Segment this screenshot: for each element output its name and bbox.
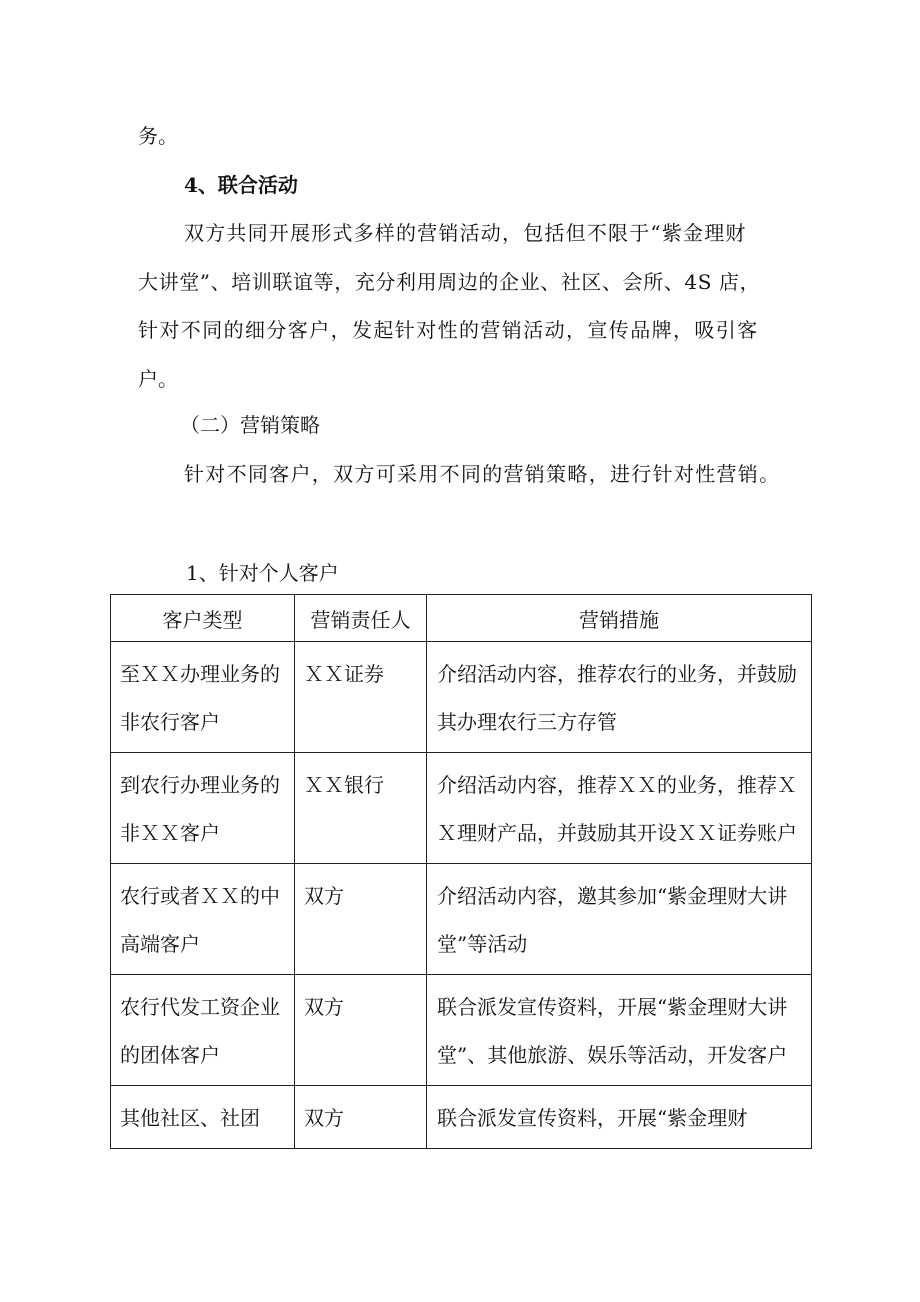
marketing-strategy-table bbox=[110, 594, 812, 1149]
customer-type-cell: 至ＸＸ办理业务的非农行客户 bbox=[120, 662, 280, 734]
table-row bbox=[111, 642, 812, 753]
subsection-heading-personal-customers: 1、针对个人客户 bbox=[186, 561, 339, 585]
customer-type-cell: 农行代发工资企业的团体客户 bbox=[120, 995, 280, 1067]
paragraph-line: 户。 bbox=[138, 367, 178, 391]
paragraph-end: 务。 bbox=[138, 124, 178, 148]
measures-cell: 介绍活动内容，邀其参加“紫金理财大讲堂”等活动 bbox=[437, 884, 788, 956]
header-marketing-owner: 营销责任人 bbox=[295, 595, 427, 642]
header-marketing-measures: 营销措施 bbox=[427, 595, 812, 642]
table-row bbox=[111, 1086, 812, 1149]
section-heading-strategy: （二）营销策略 bbox=[180, 413, 320, 437]
table-row bbox=[111, 864, 812, 975]
table-header-row bbox=[111, 595, 812, 642]
measures-cell: 联合派发宣传资料，开展“紫金理财大讲堂”、其他旅游、娱乐等活动，开发客户 bbox=[437, 995, 788, 1067]
section-heading-joint-activities: 4、联合活动 bbox=[184, 173, 298, 197]
table-row bbox=[111, 753, 812, 864]
measures-cell: 介绍活动内容，推荐农行的业务，并鼓励其办理农行三方存管 bbox=[437, 662, 797, 734]
table-row bbox=[111, 975, 812, 1086]
customer-type-cell: 其他社区、社团 bbox=[120, 1106, 260, 1130]
owner-cell: 双方 bbox=[304, 995, 344, 1019]
owner-cell: 双方 bbox=[304, 884, 344, 908]
paragraph-line: 针对不同客户，双方可采用不同的营销策略，进行针对性营销。 bbox=[184, 462, 781, 486]
paragraph-line: 双方共同开展形式多样的营销活动，包括但不限于“紫金理财 bbox=[184, 221, 747, 245]
owner-cell: ＸＸ银行 bbox=[304, 773, 384, 797]
owner-cell: ＸＸ证券 bbox=[304, 662, 384, 686]
paragraph-line: 针对不同的细分客户，发起针对性的营销活动，宣传品牌，吸引客 bbox=[138, 318, 759, 342]
customer-type-cell: 农行或者ＸＸ的中高端客户 bbox=[120, 884, 280, 956]
owner-cell: 双方 bbox=[304, 1106, 344, 1130]
header-customer-type: 客户类型 bbox=[111, 595, 295, 642]
measures-cell: 联合派发宣传资料，开展“紫金理财 bbox=[437, 1106, 748, 1130]
customer-type-cell: 到农行办理业务的非ＸＸ客户 bbox=[120, 773, 280, 845]
paragraph-line: 大讲堂”、培训联谊等，充分利用周边的企业、社区、会所、4S 店， bbox=[138, 270, 761, 294]
measures-cell: 介绍活动内容，推荐ＸＸ的业务，推荐ＸＸ理财产品，并鼓励其开设ＸＸ证券账户 bbox=[437, 773, 797, 845]
